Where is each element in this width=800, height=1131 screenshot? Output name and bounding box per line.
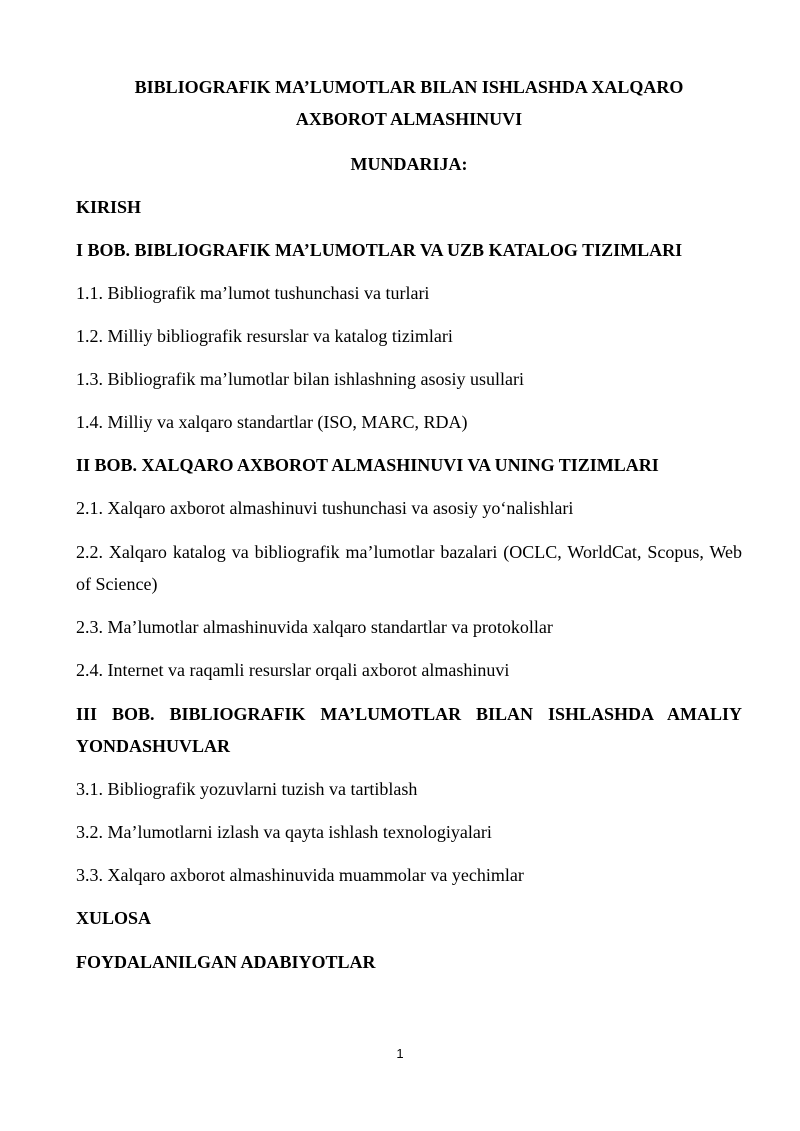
toc-section-3-3: 3.3. Xalqaro axborot almashinuvida muammolar va yechimlar <box>76 865 524 885</box>
toc-section-3-1: 3.1. Bibliografik yozuvlarni tuzish va tartiblash <box>76 779 418 799</box>
toc-section-1-2: 1.2. Milliy bibliografik resurslar va katalog tizimlari <box>76 326 453 346</box>
toc-chapter-3: III BOB. BIBLIOGRAFIK MA’LUMOTLAR BILAN ISHLASHDA AMALIY YONDASHUVLAR <box>76 704 742 756</box>
toc-section-2-4: 2.4. Internet va raqamli resurslar orqali axborot almashinuvi <box>76 660 510 680</box>
document-title-line-2: AXBOROT ALMASHINUVI <box>295 109 523 129</box>
toc-section-2-2: 2.2. Xalqaro katalog va bibliografik ma’lumotlar bazalari (OCLC, WorldCat, Scopus, Web of Science) <box>76 542 742 594</box>
toc-section-2-1: 2.1. Xalqaro axborot almashinuvi tushunchasi va asosiy yo‘nalishlari <box>76 498 574 518</box>
toc-chapter-2: II BOB. XALQARO AXBOROT ALMASHINUVI VA UNING TIZIMLARI <box>76 455 659 475</box>
page-number: 1 <box>396 1046 404 1061</box>
toc-intro: KIRISH <box>76 197 142 217</box>
toc-chapter-1: I BOB. BIBLIOGRAFIK MA’LUMOTLAR VA UZB KATALOG TIZIMLARI <box>76 240 683 260</box>
toc-section-1-3: 1.3. Bibliografik ma’lumotlar bilan ishlashning asosiy usullari <box>76 369 524 389</box>
toc-section-2-3: 2.3. Ma’lumotlar almashinuvida xalqaro standartlar va protokollar <box>76 617 553 637</box>
toc-section-3-2: 3.2. Ma’lumotlarni izlash va qayta ishlash texnologiyalari <box>76 822 492 842</box>
toc-section-1-4: 1.4. Milliy va xalqaro standartlar (ISO, MARC, RDA) <box>76 412 468 432</box>
toc-section-1-1: 1.1. Bibliografik ma’lumot tushunchasi va turlari <box>76 283 430 303</box>
document-title-line-1: BIBLIOGRAFIK MA’LUMOTLAR BILAN ISHLASHDA XALQARO <box>134 77 684 97</box>
toc-conclusion: XULOSA <box>76 908 152 928</box>
contents-heading: MUNDARIJA: <box>350 154 468 174</box>
toc-references: FOYDALANILGAN ADABIYOTLAR <box>76 952 376 972</box>
